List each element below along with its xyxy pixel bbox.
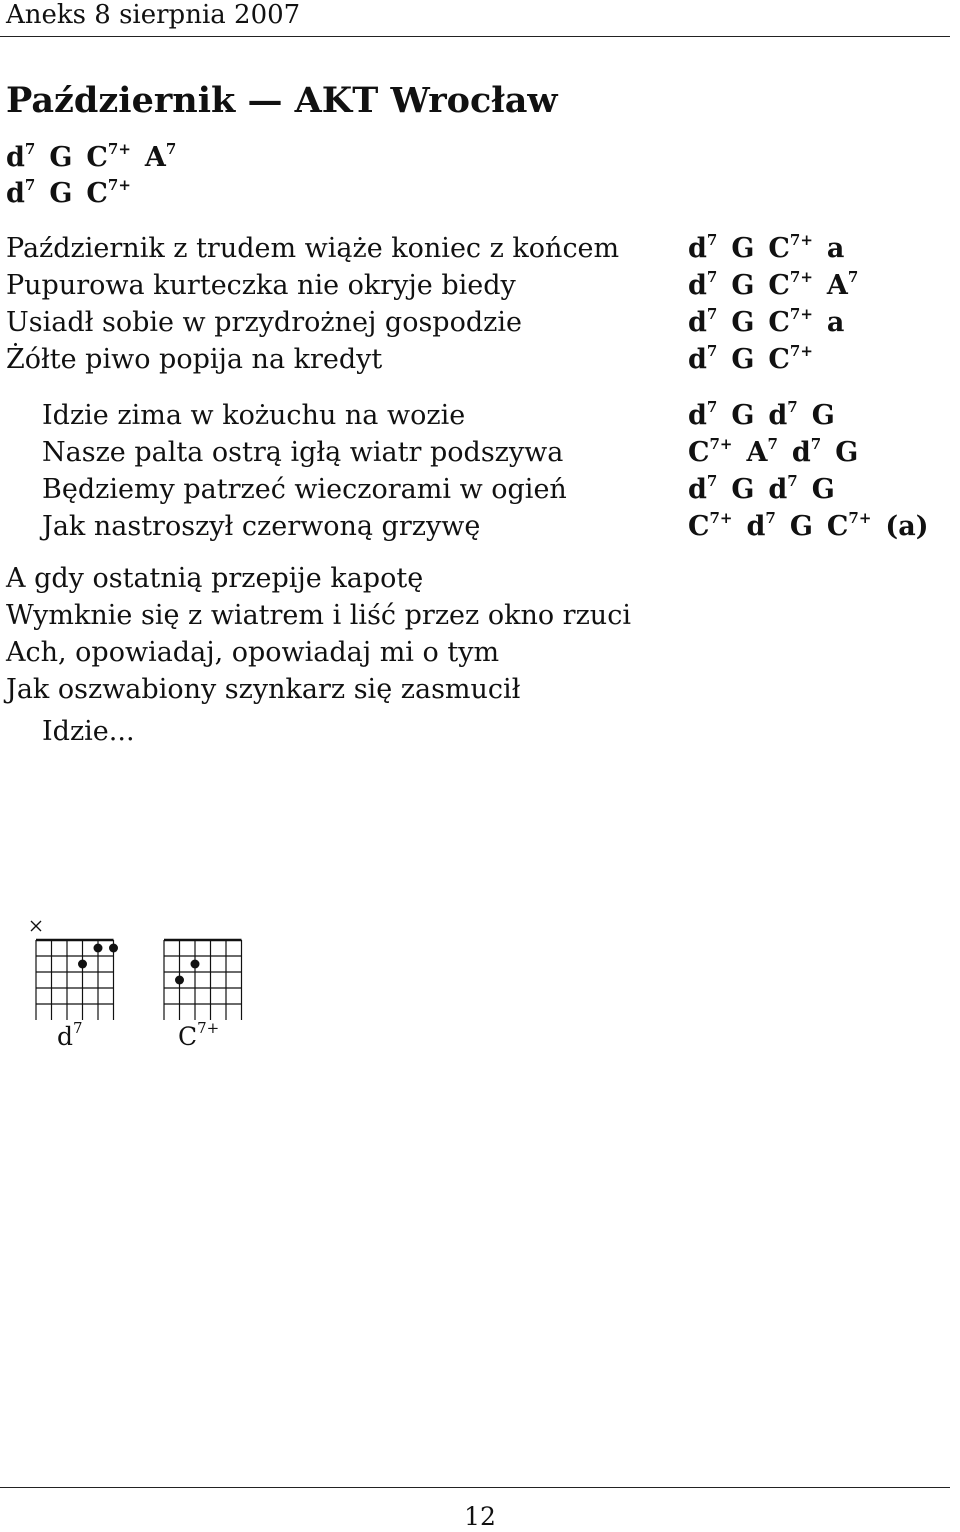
chord-diagrams (0, 900, 300, 1020)
header-rule (0, 36, 950, 37)
lyric-line: Żółte piwo popija na kredyt (6, 344, 383, 375)
finger-dot (175, 976, 184, 985)
chord: $d^7$ (746, 509, 776, 542)
chord: G (731, 400, 755, 431)
chord: $d^7$ (768, 398, 798, 431)
chord: $A^7$ (826, 268, 859, 301)
lyric-line: Jak oszwabiony szynkarz się zasmucił (6, 674, 521, 705)
chord: $d^7$ (688, 342, 718, 375)
chord: $d^7$ (688, 472, 718, 505)
chord: $d^7$ (688, 305, 718, 338)
chord: $d^7$ (688, 231, 718, 264)
intro-chords-line-1 (6, 142, 190, 173)
verse2-lyrics (6, 560, 631, 708)
chord: (a) (885, 511, 929, 542)
chord: G (731, 307, 755, 338)
diagram-label-c7plus: $C^{7+}$ (178, 1019, 220, 1051)
chord: G (789, 511, 813, 542)
lyric-line: Jak nastroszył czerwoną grzywę (42, 511, 481, 542)
chord: G (731, 233, 755, 264)
chord-line (688, 434, 942, 471)
chord-line (688, 397, 942, 434)
lyric-line: Pupurowa kurteczka nie okryje biedy (6, 270, 516, 301)
chord: $C^{7+}$ (768, 268, 813, 301)
finger-dot (109, 944, 118, 953)
chord: a (826, 233, 845, 264)
chord: G (811, 400, 835, 431)
finger-dot (78, 960, 87, 969)
verse1-lyrics (6, 230, 619, 378)
chord: $C^{7+}$ (86, 176, 131, 209)
chord: $d^7$ (688, 398, 718, 431)
chord: G (49, 142, 73, 173)
chorus-lyrics (42, 397, 567, 545)
finger-dot (94, 944, 103, 953)
chord: $C^{7+}$ (826, 509, 872, 542)
lyric-line: Ach, opowiadaj, opowiadaj mi o tym (6, 637, 500, 668)
footer-rule (0, 1487, 950, 1488)
lyric-line: Nasze palta ostrą igłą wiatr podszywa (42, 437, 564, 468)
lyric-line: Idzie zima w kożuchu na wozie (42, 400, 466, 431)
chord: $d^7$ (791, 435, 822, 468)
chorus-chords (688, 397, 942, 545)
finger-dot (191, 960, 200, 969)
chord: G (811, 474, 835, 505)
chord-diagram-1 (164, 940, 242, 1020)
chord: G (835, 437, 859, 468)
chord: $d^7$ (6, 140, 36, 173)
chord-line (688, 230, 872, 267)
chord: G (731, 344, 755, 375)
chord: $C^{7+}$ (86, 140, 131, 173)
page-header: Aneks 8 sierpnia 2007 (6, 0, 301, 30)
repeat-marker: Idzie... (42, 716, 135, 747)
lyric-line: Wymknie się z wiatrem i liść przez okno rzuci (6, 600, 631, 631)
chord: G (731, 474, 755, 505)
chord-diagram-0 (31, 921, 118, 1020)
chord: a (826, 307, 845, 338)
lyric-line: Październik z trudem wiąże koniec z końcem (6, 233, 620, 264)
chorus-repeat (42, 713, 135, 750)
chord: G (49, 178, 73, 209)
chord: $C^{7+}$ (768, 305, 813, 338)
chord: $C^{7+}$ (688, 509, 733, 542)
chord: $C^{7+}$ (768, 231, 813, 264)
chord-line (688, 267, 872, 304)
chord-line (688, 304, 872, 341)
lyric-line: Usiadł sobie w przydrożnej gospodzie (6, 307, 522, 338)
diagram-label-d7: $d^7$ (57, 1019, 83, 1051)
lyric-line: Będziemy patrzeć wieczorami w ogień (42, 474, 567, 505)
chord-line (688, 471, 942, 508)
chord: $d^7$ (768, 472, 798, 505)
chord: $C^{7+}$ (768, 342, 813, 375)
chord: $C^{7+}$ (688, 435, 733, 468)
chord-line (688, 341, 872, 378)
song-title: Październik — AKT Wrocław (6, 80, 558, 121)
chord: $A^7$ (746, 435, 778, 468)
lyric-line: A gdy ostatnią przepije kapotę (6, 563, 424, 594)
chord: $A^7$ (144, 140, 177, 173)
intro-chords-line-2 (6, 178, 145, 209)
verse1-chords (688, 230, 872, 378)
chord: G (731, 270, 755, 301)
chord-line (688, 508, 942, 545)
chord: $d^7$ (6, 176, 36, 209)
chord: $d^7$ (688, 268, 718, 301)
page-number: 12 (464, 1502, 496, 1531)
